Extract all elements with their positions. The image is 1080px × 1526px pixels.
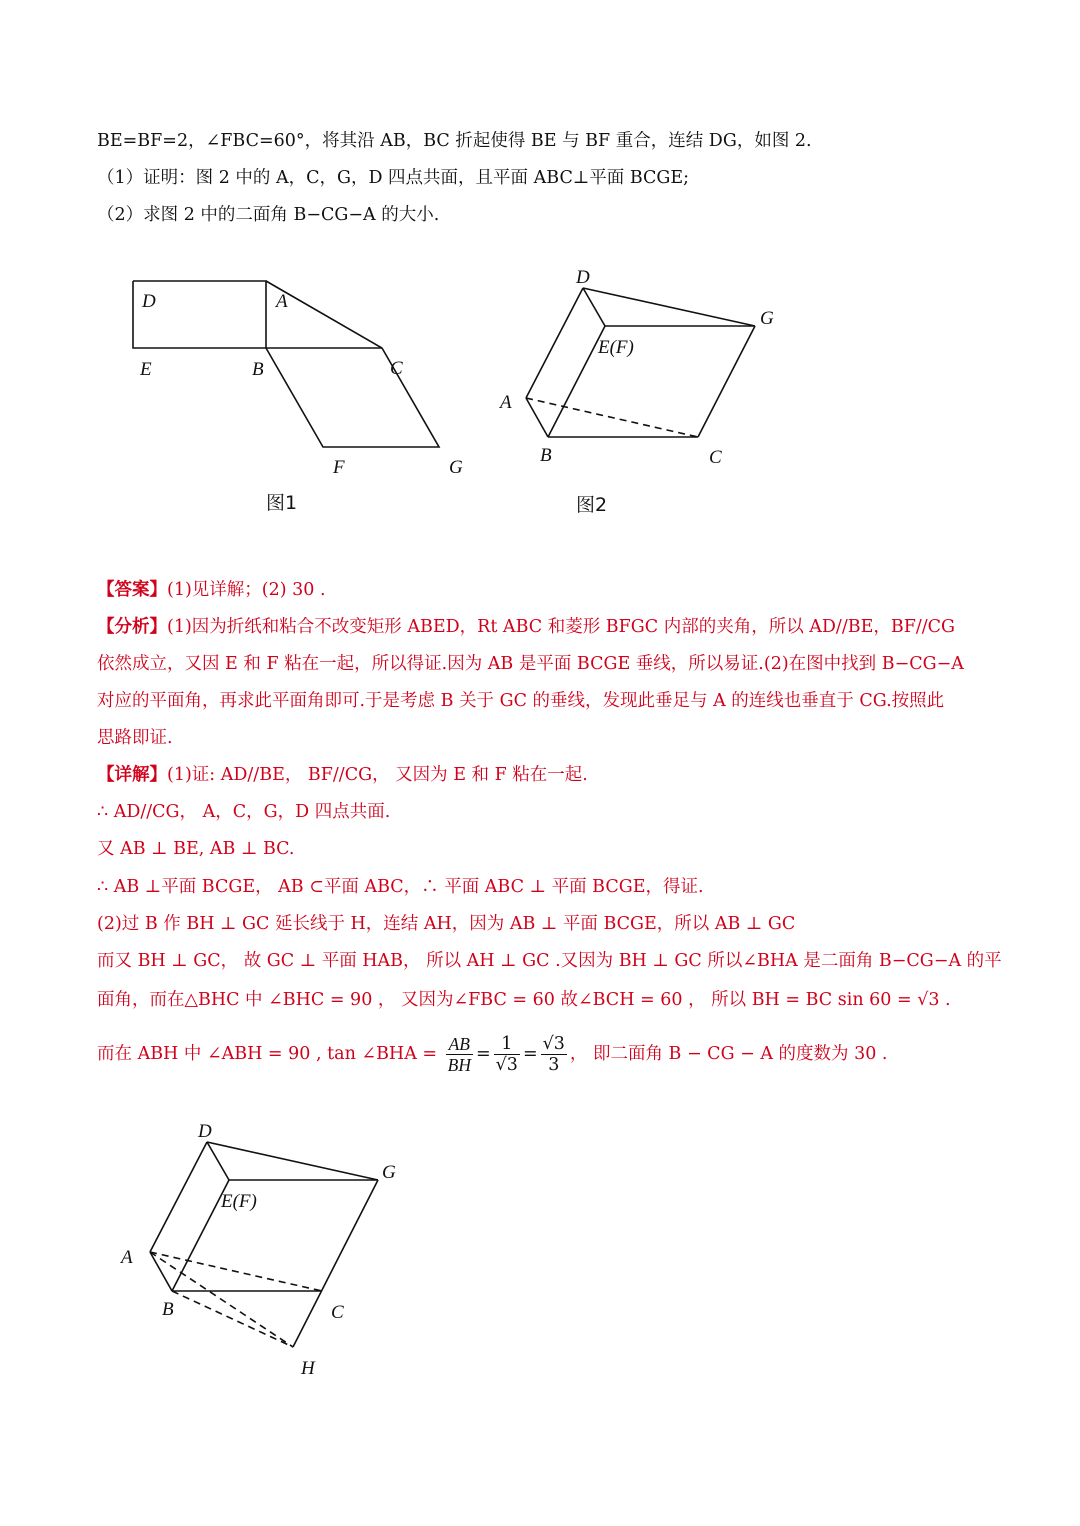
answer-line [97, 578, 326, 602]
fraction-ab-bh [446, 1034, 473, 1075]
detail-line-7: 面角，而在△BHC 中 ∠BHC = 90 ， 又因为∠FBC = 60 故∠BCH = 60 ， 所以 BH = BC sin 60 = √3 . [97, 990, 951, 1010]
detail-line-3: 又 AB ⊥ BE, AB ⊥ BC. [97, 839, 295, 859]
fig3-label-EF: E(F) [221, 1191, 257, 1212]
fig3-label-H: H [301, 1358, 315, 1379]
fig2-label-A: A [500, 392, 512, 413]
analysis-line-1 [97, 615, 955, 639]
fig2-label-EF: E(F) [598, 337, 634, 358]
fig3-label-A: A [121, 1247, 133, 1268]
figure-2 [480, 255, 800, 540]
fraction-sqrt3-3-numerator: √3 [542, 1034, 565, 1054]
fig3-label-B: B [162, 1299, 174, 1320]
fig1-label-C: C [390, 358, 403, 379]
detail-line-8: 而在 ABH 中 ∠ABH = 90 , tan ∠BHA = $\frac{AB}{BH}$ = $\frac{1}{√3}$ = $\frac{√3}{3}$ ， 即二面角 B − CG − A 的度数为 30 . [97, 1034, 888, 1075]
analysis-line-3: 对应的平面角，再求此平面角即可.于是考虑 B 关于 GC 的垂线，发现此垂足与 A 的连线也垂直于 CG.按照此 [97, 691, 945, 711]
fig3-label-D: D [198, 1121, 212, 1142]
answer-text: (1)见详解；(2) 30 . [167, 580, 326, 600]
fig2-label-D: D [576, 267, 590, 288]
figure-3 [100, 1110, 420, 1390]
fraction-1-sqrt3-numerator: 1 [494, 1034, 520, 1055]
fraction-sqrt3-3 [541, 1034, 567, 1075]
fig1-label-E: E [140, 359, 152, 380]
fraction-ab-bh-denominator: BH [447, 1055, 471, 1075]
fig2-label-G: G [760, 308, 774, 329]
fig1-caption: 图1 [266, 492, 298, 514]
fig1-label-D: D [142, 291, 156, 312]
fig3-label-C: C [331, 1302, 344, 1323]
detail-line-6: 而又 BH ⊥ GC， 故 GC ⊥ 平面 HAB， 所以 AH ⊥ GC .又因为 BH ⊥ GC 所以∠BHA 是二面角 B−CG−A 的平 [97, 951, 1002, 971]
fraction-1-sqrt3-denominator: √3 [495, 1055, 518, 1075]
fig1-label-B: B [252, 359, 264, 380]
detail-line-5: (2)过 B 作 BH ⊥ GC 延长线于 H，连结 AH，因为 AB ⊥ 平面 BCGE，所以 AB ⊥ GC [97, 914, 796, 934]
answer-tag: 【答案】 [97, 580, 167, 600]
fraction-1-sqrt3 [494, 1034, 520, 1075]
detail-line-2: ∴ AD//CG， A，C，G，D 四点共面. [97, 802, 391, 822]
analysis-text-1: (1)因为折纸和粘合不改变矩形 ABED，Rt ABC 和菱形 BFGC 内部的夹角，所以 AD//BE，BF//CG [167, 617, 956, 637]
fig1-label-G: G [449, 457, 463, 478]
analysis-line-4: 思路即证. [97, 728, 173, 748]
analysis-line-2: 依然成立，又因 E 和 F 粘在一起，所以得证.因为 AB 是平面 BCGE 垂线，所以易证.(2)在图中找到 B−CG−A [97, 654, 964, 674]
detail-line-1 [97, 763, 588, 787]
fig3-label-G: G [382, 1162, 396, 1183]
detail-tag: 【详解】 [97, 765, 167, 785]
fraction-sqrt3-3-denominator: 3 [548, 1055, 560, 1075]
fig1-label-A: A [276, 291, 288, 312]
problem-part-2: （2）求图 2 中的二面角 B−CG−A 的大小. [97, 205, 440, 225]
fig1-label-F: F [333, 457, 345, 478]
problem-line-1: BE=BF=2，∠FBC=60°，将其沿 AB，BC 折起使得 BE 与 BF 重合，连结 DG，如图 2. [97, 131, 812, 151]
analysis-tag: 【分析】 [97, 617, 167, 637]
fig2-caption: 图2 [576, 494, 608, 516]
detail-line-8-pre: 而在 ABH 中 ∠ABH = 90 , tan ∠BHA = [97, 1044, 438, 1064]
problem-part-1: （1）证明：图 2 中的 A，C，G，D 四点共面，且平面 ABC⊥平面 BCGE; [97, 168, 690, 188]
figure-1 [0, 250, 520, 540]
detail-line-4: ∴ AB ⊥平面 BCGE， AB ⊂平面 ABC，∴ 平面 ABC ⊥ 平面 BCGE，得证. [97, 877, 704, 897]
fig2-label-B: B [540, 445, 552, 466]
detail-line-8-post: ， 即二面角 B − CG − A 的度数为 30 . [569, 1044, 888, 1064]
fig2-label-C: C [709, 447, 722, 468]
fraction-ab-bh-numerator: AB [446, 1034, 473, 1055]
detail-text-1: (1)证: AD//BE， BF//CG， 又因为 E 和 F 粘在一起. [167, 765, 588, 785]
